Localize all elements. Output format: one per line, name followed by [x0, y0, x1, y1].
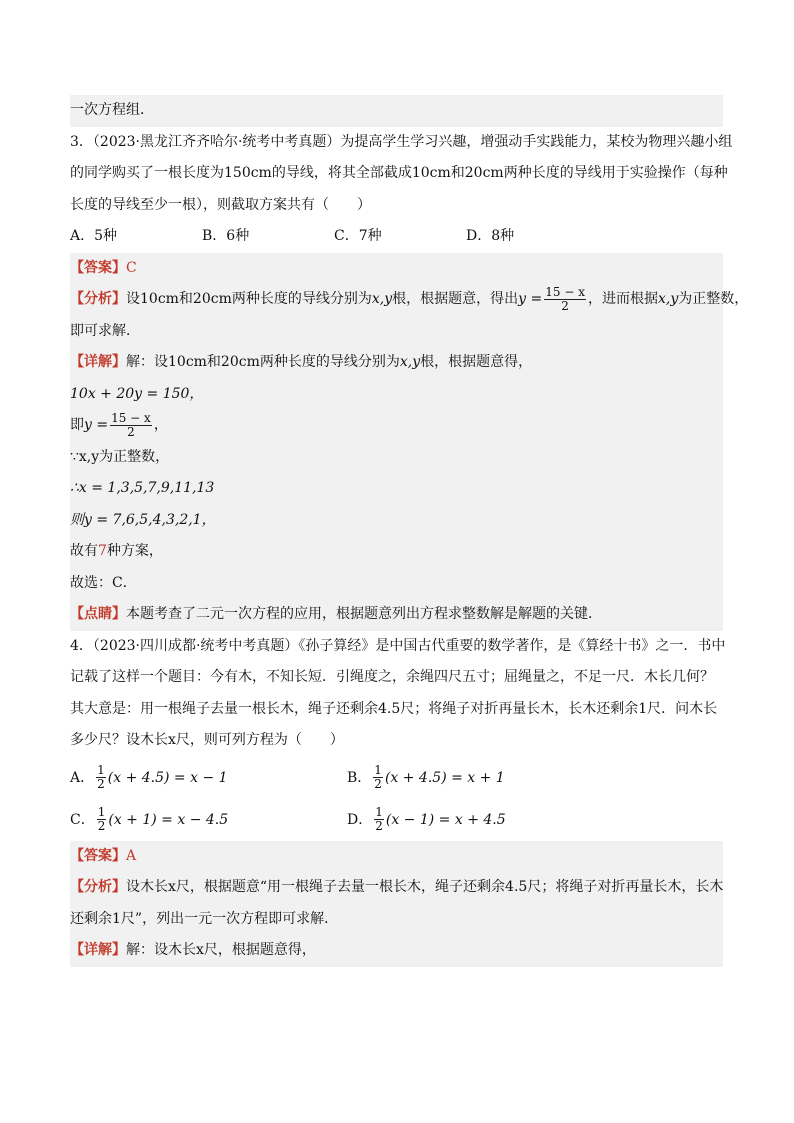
option-expression: (x + 1) = x − 4.5 — [108, 811, 229, 828]
document-page — [70, 95, 749, 967]
detail-line-1 — [70, 935, 723, 967]
highlight-number: 7 — [98, 543, 107, 559]
question-4-line-4 — [70, 725, 723, 757]
fraction-half — [97, 806, 107, 833]
answer-line — [70, 253, 723, 285]
option-expression: (x + 4.5) = x − 1 — [107, 769, 228, 786]
fraction-numerator: 1 — [375, 805, 383, 819]
text: 即可求解． — [70, 322, 140, 339]
equation-line — [70, 442, 723, 474]
text: 4．（2023·四川成都·统考中考真题）《孙子算经》是中国古代重要的数学著作，是《算经十书》之一．书中 — [70, 637, 726, 654]
question-3-line-2 — [70, 158, 728, 190]
text: 设10cm和20cm两种长度的导线分别为 — [126, 291, 372, 307]
option-expression: (x − 1) = x + 4.5 — [385, 811, 506, 828]
option-label: D． — [347, 811, 373, 828]
text: 还剩余1尺”，列出一元一次方程即可求解． — [70, 910, 339, 927]
option-a — [70, 757, 347, 799]
equation-line — [70, 568, 723, 600]
analysis-line-1 — [70, 872, 723, 904]
answer-value: C — [126, 259, 137, 276]
detail-tag: 【详解】 — [70, 354, 126, 370]
text: 根，根据题意，得出 — [392, 291, 519, 307]
fraction-numerator: 15 − x — [111, 410, 151, 425]
text: ∵x,y为正整数， — [70, 448, 170, 465]
answer-value: A — [126, 847, 137, 864]
option-label: B． — [347, 769, 372, 786]
text: 其大意是：用一根绳子去量一根长木，绳子还剩余4.5尺；将绳子对折再量长木，长木还剩余1尺．问木长 — [70, 700, 718, 717]
analysis-tag: 【分析】 — [70, 879, 126, 895]
option-c — [70, 799, 347, 841]
text: 故有 — [70, 543, 98, 559]
answer-line — [70, 841, 723, 873]
text: 种方案， — [106, 543, 163, 559]
option-label: A． — [70, 769, 95, 786]
text: 长度的导线至少一根），则截取方案共有（ ） — [70, 196, 371, 213]
fraction-denominator: 2 — [561, 298, 569, 313]
question-4-options-ab — [70, 757, 723, 799]
math-y-eq: y = — [84, 417, 109, 433]
text: 设木长x尺，根据题意“用一根绳子去量一根长木，绳子还剩余4.5尺；将绳子对折再量长木，长木 — [126, 879, 724, 895]
option-expression: (x + 4.5) = x + 1 — [384, 769, 505, 786]
question-4-line-1 — [70, 631, 726, 663]
option-c: C．7种 — [334, 228, 382, 244]
text: 则y = 7,6,5,4,3,2,1， — [70, 511, 216, 528]
option-label: C． — [70, 811, 95, 828]
comment-tag: 【点睛】 — [70, 606, 126, 622]
question-4-options-cd — [70, 799, 723, 841]
text: 记载了这样一个题目：今有木，不知长短．引绳度之，余绳四尺五寸；屈绳量之，不足一尺．木长几何？ — [70, 669, 714, 685]
fraction — [110, 412, 152, 439]
analysis-tag: 【分析】 — [70, 291, 126, 307]
equation-line — [70, 505, 723, 537]
text: 一次方程组． — [70, 102, 154, 118]
fraction-denominator: 2 — [127, 424, 135, 439]
text: 解：设木长x尺，根据题意得， — [126, 942, 316, 958]
question-3-line-1 — [70, 127, 733, 159]
text: 故选：C． — [70, 574, 137, 591]
option-b — [347, 757, 624, 799]
text: 3．（2023·黑龙江齐齐哈尔·统考中考真题）为提高学生学习兴趣，增强动手实践能力，某校为物理兴趣小组 — [70, 133, 733, 150]
equation-line — [70, 379, 723, 411]
analysis-line-2 — [70, 904, 723, 936]
fraction-denominator: 2 — [97, 819, 106, 833]
text-line — [70, 95, 723, 127]
equation-line — [70, 473, 723, 505]
fraction-denominator: 2 — [97, 777, 105, 791]
question-3-line-3 — [70, 190, 723, 222]
question-4-line-3 — [70, 694, 723, 726]
comment-line — [70, 599, 723, 631]
option-a: A．5种 — [70, 228, 118, 244]
math-xy: x,y — [399, 354, 421, 370]
detail-tag: 【详解】 — [70, 942, 126, 958]
analysis-line-2 — [70, 316, 723, 348]
option-b: B．6种 — [202, 228, 250, 244]
fraction-numerator: 1 — [374, 763, 382, 777]
fraction — [544, 286, 586, 313]
fraction-numerator: 1 — [97, 805, 106, 819]
text: 多少尺？设木长x尺，则可列方程为（ ） — [70, 732, 344, 748]
fraction-numerator: 15 − x — [545, 284, 585, 299]
option-d — [347, 799, 624, 841]
fraction-denominator: 2 — [374, 777, 382, 791]
text: 为正整数， — [678, 291, 749, 307]
text: 根，根据题意得， — [420, 354, 533, 370]
fraction-half — [374, 806, 384, 833]
answer-tag: 【答案】 — [70, 847, 126, 864]
text: ，进而根据 — [587, 291, 658, 307]
text: ， — [153, 417, 168, 433]
text: 10x + 20y = 150， — [70, 385, 204, 402]
option-d: D．8种 — [466, 228, 515, 244]
text: ∴x = 1,3,5,7,9,11,13 — [70, 480, 215, 496]
math-xy: x,y — [371, 291, 393, 307]
math-xy: x,y — [657, 291, 679, 307]
answer-tag: 【答案】 — [70, 259, 126, 276]
equation-line — [70, 410, 723, 442]
fraction-denominator: 2 — [375, 819, 383, 833]
analysis-line-1 — [70, 284, 749, 316]
text: 的同学购买了一根长度为150cm的导线，将其全部截成10cm和20cm两种长度的导线用于实验操作（每种 — [70, 165, 728, 181]
question-4-line-2 — [70, 662, 723, 694]
question-3-options — [70, 221, 723, 253]
text: 即 — [70, 417, 84, 433]
detail-line-1 — [70, 347, 723, 379]
fraction-half — [373, 764, 383, 791]
fraction-half — [96, 764, 106, 791]
text: 本题考查了二元一次方程的应用，根据题意列出方程求整数解是解题的关键． — [126, 606, 602, 622]
math-y-eq: y = — [518, 291, 543, 307]
equation-line — [70, 536, 723, 568]
text: 解：设10cm和20cm两种长度的导线分别为 — [126, 354, 400, 370]
fraction-numerator: 1 — [97, 763, 105, 777]
